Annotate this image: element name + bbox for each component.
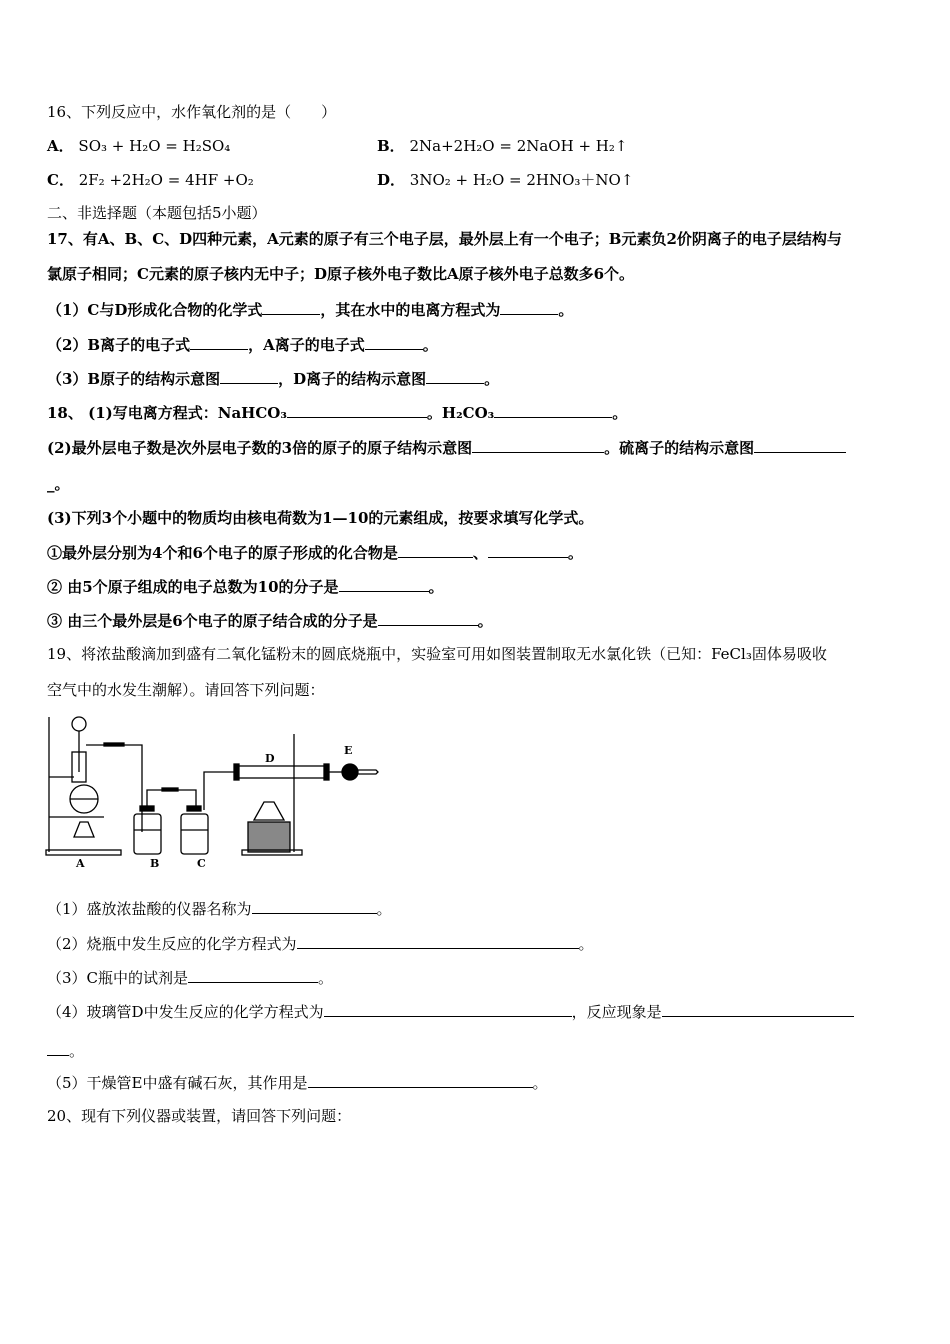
text: 。硫离子的结构示意图 (604, 439, 755, 457)
answer-blank[interactable] (754, 437, 846, 453)
q19-part4-end (47, 1040, 84, 1061)
option-label: C． (47, 171, 74, 189)
option-text: 3NO₂ + H₂O = 2HNO₃＋NO↑ (409, 171, 634, 189)
answer-blank[interactable] (488, 542, 568, 558)
q16-option-a (47, 136, 230, 156)
q16-option-d (377, 170, 633, 190)
q20-stem: 20、现有下列仪器或装置，请回答下列问题： (47, 1107, 352, 1125)
q18-sub2 (47, 576, 444, 597)
section-heading: 二、非选择题（本题包括5小题） (47, 204, 267, 222)
text: ，A离子的电子式 (248, 336, 365, 354)
answer-blank[interactable] (494, 402, 612, 418)
option-label: D． (377, 171, 406, 189)
text: (2)最外层电子数是次外层电子数的3倍的原子的原子结构示意图 (47, 439, 473, 457)
text: （2）B离子的电子式 (47, 336, 191, 354)
q17-part2 (47, 334, 438, 355)
answer-blank[interactable] (287, 402, 427, 418)
text: ，反应现象是 (571, 1003, 662, 1021)
text: （3）C瓶中的试剂是 (47, 969, 189, 987)
text: ③ 由三个最外层是6个电子的原子结合成的分子是 (47, 612, 378, 630)
text: 。 (484, 370, 500, 388)
text: 。 (318, 969, 334, 987)
text: 。 (567, 544, 583, 562)
q18-sub1 (47, 542, 583, 563)
text: 。 (69, 1042, 85, 1060)
answer-blank[interactable] (262, 299, 320, 315)
text: （3）B原子的结构示意图 (47, 370, 221, 388)
text: 。H₂CO₃ (426, 404, 495, 422)
answer-blank[interactable] (472, 437, 604, 453)
text: （1）盛放浓盐酸的仪器名称为 (47, 900, 252, 918)
bottle-c (181, 806, 208, 854)
q16-stem: 16、下列反应中，水作氧化剂的是（ ） (47, 103, 337, 121)
answer-blank[interactable] (365, 334, 423, 350)
answer-blank[interactable] (324, 1001, 572, 1017)
text: （5）干燥管E中盛有碱石灰，其作用是 (47, 1074, 308, 1092)
text: ①最外层分别为4个和6个电子的原子形成的化合物是 (47, 544, 398, 562)
bottle-b (134, 806, 161, 854)
answer-blank[interactable] (308, 1072, 533, 1088)
text: （4）玻璃管D中发生反应的化学方程式为 (47, 1003, 324, 1021)
q19-part1 (47, 898, 392, 919)
answer-blank[interactable] (252, 898, 377, 914)
answer-blank[interactable] (398, 542, 473, 558)
apparatus-diagram (44, 712, 384, 872)
q17-line2: 氯原子相同；C元素的原子核内无中子；D原子核外电子数比A原子核外电子总数多6个。 (47, 265, 635, 283)
answer-blank[interactable] (378, 610, 478, 626)
q19-line1: 19、将浓盐酸滴加到盛有二氧化锰粉末的圆底烧瓶中，实验室可用如图装置制取无水氯化铁（已知：FeCl₃固体易吸收 (47, 645, 827, 663)
text: 。 (612, 404, 628, 422)
q18-part2 (47, 437, 846, 458)
option-text: SO₃ + H₂O = H₂SO₄ (78, 137, 231, 155)
q19-part3 (47, 967, 333, 988)
apparatus-a (46, 717, 142, 855)
answer-blank[interactable] (500, 299, 558, 315)
text: 。 (422, 336, 438, 354)
label-a: A (76, 857, 85, 870)
q18-part1 (47, 402, 627, 423)
q17-line1: 17、有A、B、C、D四种元素，A元素的原子有三个电子层，最外层上有一个电子；B元素负2价阴离子的电子层结构与 (47, 230, 842, 248)
text: 。 (477, 612, 493, 630)
q16-option-b (377, 136, 627, 156)
drying-tube-e (329, 764, 378, 780)
option-label: B． (377, 137, 405, 155)
q18-sub3 (47, 610, 493, 631)
label-d: D (265, 752, 275, 765)
option-text: 2F₂ +2H₂O = 4HF +O₂ (78, 171, 254, 189)
answer-blank[interactable] (662, 1001, 854, 1017)
q18-part2-end: _。 (47, 475, 70, 493)
text: ，D离子的结构示意图 (278, 370, 427, 388)
q18-part3: (3)下列3个小题中的物质均由核电荷数为1—10的元素组成，按要求填写化学式。 (47, 509, 594, 527)
q19-part4 (47, 1001, 854, 1022)
text: 、 (472, 544, 488, 562)
answer-blank[interactable] (339, 576, 429, 592)
q19-part2 (47, 933, 594, 954)
answer-blank[interactable] (188, 967, 318, 983)
label-e: E (344, 744, 353, 757)
q19-part5 (47, 1072, 548, 1093)
q17-part3 (47, 368, 499, 389)
text: 。 (532, 1074, 548, 1092)
answer-blank[interactable] (297, 933, 579, 949)
q16-option-c (47, 170, 254, 190)
answer-blank[interactable] (220, 368, 278, 384)
answer-blank[interactable] (426, 368, 484, 384)
label-c: C (197, 857, 206, 870)
option-text: 2Na+2H₂O = 2NaOH + H₂↑ (409, 137, 628, 155)
text: （1）C与D形成化合物的化学式 (47, 301, 263, 319)
text: 。 (558, 301, 574, 319)
answer-blank[interactable] (47, 1040, 69, 1056)
text: 18、 (1)写电离方程式：NaHCO₃ (47, 404, 287, 422)
label-b: B (150, 857, 160, 870)
option-label: A． (47, 137, 74, 155)
text: ，其在水中的电离方程式为 (320, 301, 501, 319)
tube-d (234, 734, 329, 855)
text: 。 (376, 900, 392, 918)
q19-line2: 空气中的水发生潮解）。请回答下列问题： (47, 681, 325, 699)
answer-blank[interactable] (190, 334, 248, 350)
text: （2）烧瓶中发生反应的化学方程式为 (47, 935, 297, 953)
text: 。 (578, 935, 594, 953)
text: 。 (428, 578, 444, 596)
q17-part1 (47, 299, 573, 320)
text: ② 由5个原子组成的电子总数为10的分子是 (47, 578, 339, 596)
